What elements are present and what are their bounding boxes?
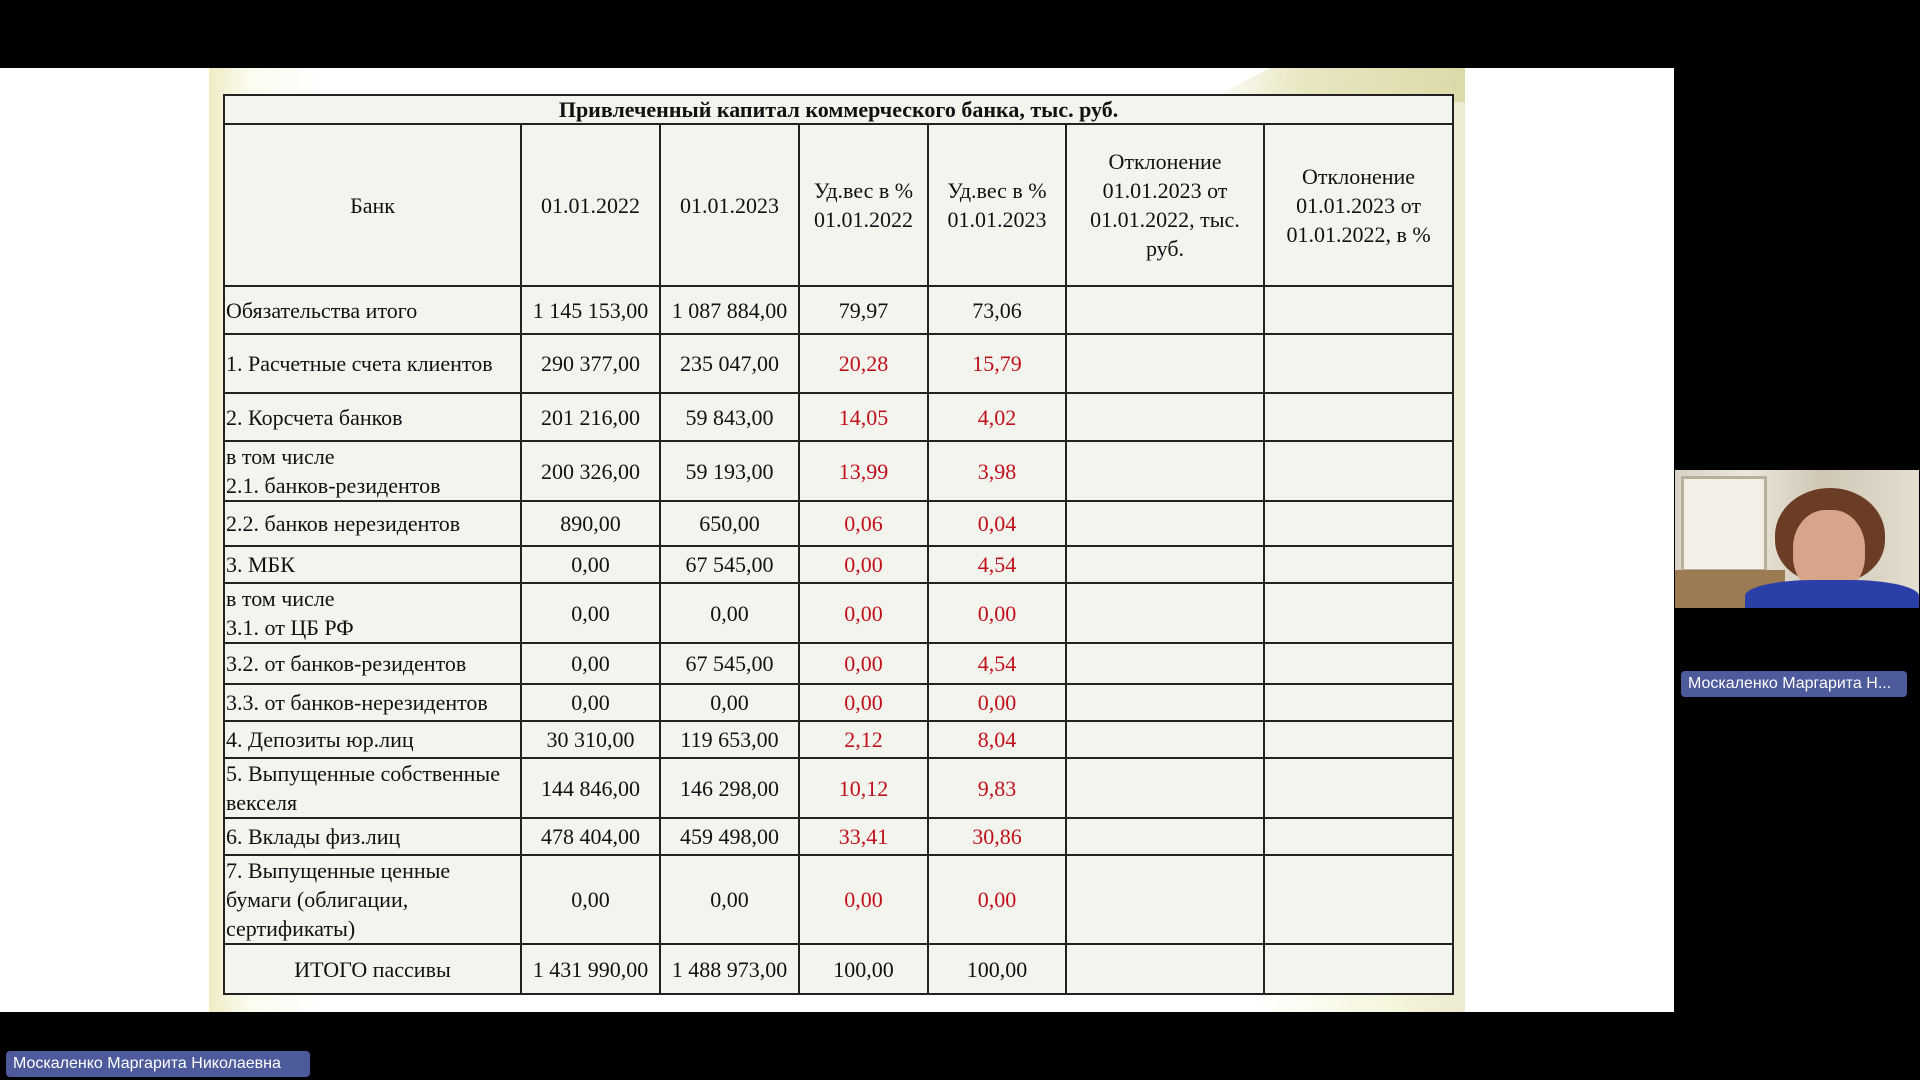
- deviation-pct: [1264, 334, 1453, 393]
- value-2022: 0,00: [521, 855, 660, 944]
- table-row: [224, 441, 1453, 501]
- weight-2023: 8,04: [928, 721, 1066, 758]
- row-name: 2.2. банков нерезидентов: [224, 501, 521, 546]
- value-2022: 201 216,00: [521, 393, 660, 441]
- table-row: [224, 334, 1453, 393]
- weight-2023: 30,86: [928, 818, 1066, 855]
- value-2023: 0,00: [660, 684, 799, 721]
- weight-2022: 79,97: [799, 286, 928, 334]
- table-body: [224, 286, 1453, 994]
- table-row: [224, 818, 1453, 855]
- weight-2023: 73,06: [928, 286, 1066, 334]
- value-2022: 0,00: [521, 583, 660, 643]
- weight-2022: 33,41: [799, 818, 928, 855]
- value-2023: 1 087 884,00: [660, 286, 799, 334]
- value-2023: 67 545,00: [660, 546, 799, 583]
- weight-2023: 15,79: [928, 334, 1066, 393]
- table-row: [224, 393, 1453, 441]
- table-row: [224, 758, 1453, 818]
- value-2022: 1 431 990,00: [521, 944, 660, 994]
- deviation-abs: [1066, 855, 1264, 944]
- deviation-pct: [1264, 583, 1453, 643]
- deviation-pct: [1264, 393, 1453, 441]
- deviation-abs: [1066, 721, 1264, 758]
- deviation-pct: [1264, 758, 1453, 818]
- weight-2023: 4,54: [928, 546, 1066, 583]
- deviation-pct: [1264, 855, 1453, 944]
- deviation-abs: [1066, 583, 1264, 643]
- weight-2023: 0,00: [928, 855, 1066, 944]
- row-name: в том числе 3.1. от ЦБ РФ: [224, 583, 521, 643]
- deviation-pct: [1264, 643, 1453, 684]
- value-2023: 235 047,00: [660, 334, 799, 393]
- deviation-abs: [1066, 501, 1264, 546]
- video-person-body: [1745, 580, 1919, 608]
- deviation-pct: [1264, 546, 1453, 583]
- header-weight-2022: Уд.вес в % 01.01.2022: [799, 124, 928, 286]
- deviation-pct: [1264, 721, 1453, 758]
- weight-2022: 2,12: [799, 721, 928, 758]
- weight-2023: 4,54: [928, 643, 1066, 684]
- value-2022: 1 145 153,00: [521, 286, 660, 334]
- weight-2023: 0,00: [928, 684, 1066, 721]
- weight-2022: 10,12: [799, 758, 928, 818]
- participant-name-label: Москаленко Маргарита Н...: [1681, 671, 1907, 697]
- row-name: 3. МБК: [224, 546, 521, 583]
- table-row: [224, 721, 1453, 758]
- deviation-abs: [1066, 393, 1264, 441]
- row-name: 1. Расчетные счета клиентов: [224, 334, 521, 393]
- value-2023: 67 545,00: [660, 643, 799, 684]
- presenter-name-label: Москаленко Маргарита Николаевна: [6, 1051, 310, 1077]
- weight-2023: 0,04: [928, 501, 1066, 546]
- deviation-abs: [1066, 758, 1264, 818]
- table-row: [224, 944, 1453, 994]
- table-row: [224, 684, 1453, 721]
- table-row: [224, 546, 1453, 583]
- value-2022: 200 326,00: [521, 441, 660, 501]
- header-bank: Банк: [224, 124, 521, 286]
- deviation-abs: [1066, 441, 1264, 501]
- value-2023: 59 843,00: [660, 393, 799, 441]
- header-deviation-abs: Отклонение 01.01.2023 от 01.01.2022, тыс. руб.: [1066, 124, 1264, 286]
- value-2022: 0,00: [521, 546, 660, 583]
- value-2023: 146 298,00: [660, 758, 799, 818]
- header-deviation-pct: Отклонение 01.01.2023 от 01.01.2022, в %: [1264, 124, 1453, 286]
- row-name: ИТОГО пассивы: [224, 944, 521, 994]
- deviation-abs: [1066, 643, 1264, 684]
- value-2023: 0,00: [660, 855, 799, 944]
- value-2022: 0,00: [521, 684, 660, 721]
- header-weight-2023: Уд.вес в % 01.01.2023: [928, 124, 1066, 286]
- weight-2022: 100,00: [799, 944, 928, 994]
- value-2022: 30 310,00: [521, 721, 660, 758]
- weight-2022: 0,00: [799, 583, 928, 643]
- row-name: в том числе 2.1. банков-резидентов: [224, 441, 521, 501]
- row-name: 6. Вклады физ.лиц: [224, 818, 521, 855]
- value-2022: 478 404,00: [521, 818, 660, 855]
- weight-2023: 0,00: [928, 583, 1066, 643]
- value-2023: 59 193,00: [660, 441, 799, 501]
- top-bar: [0, 0, 1920, 68]
- weight-2022: 20,28: [799, 334, 928, 393]
- row-name: 5. Выпущенные собственные векселя: [224, 758, 521, 818]
- weight-2022: 0,00: [799, 643, 928, 684]
- row-name: 7. Выпущенные ценные бумаги (облигации, сертификаты): [224, 855, 521, 944]
- value-2022: 290 377,00: [521, 334, 660, 393]
- participant-video[interactable]: [1675, 470, 1919, 608]
- table-row: [224, 286, 1453, 334]
- weight-2023: 3,98: [928, 441, 1066, 501]
- capital-table: [223, 94, 1454, 995]
- weight-2022: 13,99: [799, 441, 928, 501]
- value-2023: 1 488 973,00: [660, 944, 799, 994]
- deviation-pct: [1264, 684, 1453, 721]
- deviation-abs: [1066, 286, 1264, 334]
- value-2023: 119 653,00: [660, 721, 799, 758]
- deviation-pct: [1264, 944, 1453, 994]
- deviation-pct: [1264, 441, 1453, 501]
- header-2023: 01.01.2023: [660, 124, 799, 286]
- weight-2022: 0,06: [799, 501, 928, 546]
- table-row: [224, 643, 1453, 684]
- deviation-pct: [1264, 286, 1453, 334]
- row-name: 2. Корсчета банков: [224, 393, 521, 441]
- weight-2022: 0,00: [799, 684, 928, 721]
- value-2023: 0,00: [660, 583, 799, 643]
- value-2023: 650,00: [660, 501, 799, 546]
- weight-2023: 100,00: [928, 944, 1066, 994]
- deviation-abs: [1066, 684, 1264, 721]
- deviation-abs: [1066, 944, 1264, 994]
- weight-2022: 0,00: [799, 546, 928, 583]
- weight-2022: 0,00: [799, 855, 928, 944]
- table-row: [224, 501, 1453, 546]
- deviation-abs: [1066, 818, 1264, 855]
- row-name: Обязательства итого: [224, 286, 521, 334]
- deviation-pct: [1264, 818, 1453, 855]
- weight-2022: 14,05: [799, 393, 928, 441]
- deviation-abs: [1066, 334, 1264, 393]
- value-2022: 144 846,00: [521, 758, 660, 818]
- row-name: 4. Депозиты юр.лиц: [224, 721, 521, 758]
- table-title: Привлеченный капитал коммерческого банка, тыс. руб.: [224, 95, 1453, 124]
- value-2022: 890,00: [521, 501, 660, 546]
- header-2022: 01.01.2022: [521, 124, 660, 286]
- deviation-abs: [1066, 546, 1264, 583]
- table-row: [224, 583, 1453, 643]
- value-2023: 459 498,00: [660, 818, 799, 855]
- table-row: [224, 855, 1453, 944]
- deviation-pct: [1264, 501, 1453, 546]
- video-window-shape: [1681, 476, 1767, 572]
- value-2022: 0,00: [521, 643, 660, 684]
- row-name: 3.3. от банков-нерезидентов: [224, 684, 521, 721]
- weight-2023: 9,83: [928, 758, 1066, 818]
- row-name: 3.2. от банков-резидентов: [224, 643, 521, 684]
- weight-2023: 4,02: [928, 393, 1066, 441]
